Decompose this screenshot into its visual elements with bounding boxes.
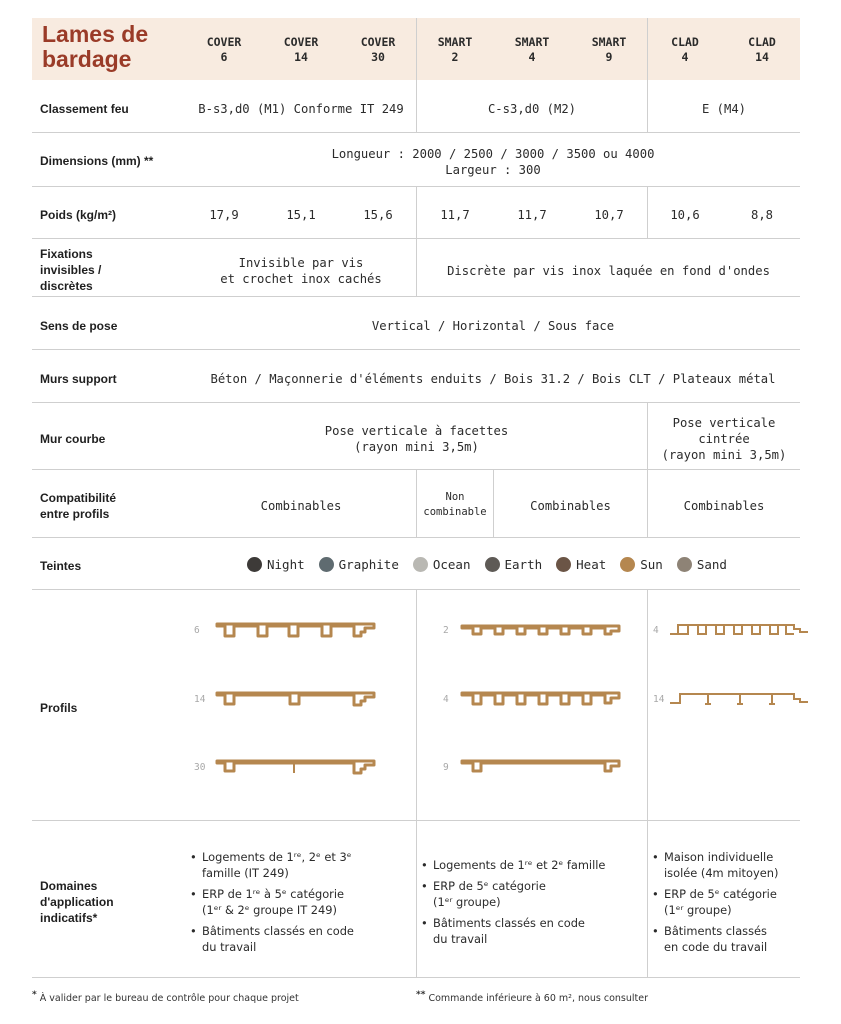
column-divider	[647, 589, 648, 977]
row-label-curved: Mur courbe	[40, 432, 106, 446]
color-dot-icon	[556, 557, 571, 572]
color-swatch-night	[247, 557, 305, 572]
column-smart-9: SMART 9	[591, 35, 627, 64]
domain-text: Logements de 1ʳᵉ, 2ᵉ et 3ᵉ famille (IT 249)	[202, 850, 352, 880]
footnote-one-text: À valider par le bureau de contrôle pour chaque projet	[39, 993, 299, 1005]
row-label-direction: Sens de pose	[40, 319, 118, 333]
compat-clad: Combinables	[683, 499, 765, 513]
row-label-compat: Compatibilité entre profils	[40, 491, 117, 521]
footnote-one-mark: *	[32, 990, 37, 1000]
domain-item	[190, 849, 412, 881]
bullet-icon: •	[421, 858, 428, 872]
weight-clad-4: 10,6	[670, 208, 700, 222]
weight-smart-9: 10,7	[594, 208, 624, 222]
domain-item	[652, 886, 802, 918]
bullet-icon: •	[652, 887, 659, 901]
color-name: Heat	[576, 557, 607, 572]
row-label-domains: Domaines d'application indicatifs*	[40, 879, 114, 925]
bullet-icon: •	[190, 850, 197, 864]
domain-text: Bâtiments classés en code du travail	[433, 916, 585, 946]
weight-cover-30: 15,6	[363, 208, 393, 222]
domain-item	[421, 915, 645, 947]
color-dot-icon	[677, 557, 692, 572]
column-cover-30: COVER 30	[360, 35, 396, 64]
row-label-colors: Teintes	[40, 559, 82, 573]
profile-label-smart-9: 9	[443, 762, 449, 773]
color-swatch-heat	[556, 557, 606, 572]
column-cover-14: COVER 14	[283, 35, 319, 64]
row-divider	[32, 349, 800, 350]
column-smart-2: SMART 2	[437, 35, 473, 64]
column-divider	[416, 589, 417, 977]
domains-smart-list	[421, 857, 645, 952]
column-cover-6: COVER 6	[206, 35, 242, 64]
domain-item	[190, 886, 412, 918]
color-name: Earth	[504, 557, 543, 572]
color-swatch-sun	[620, 557, 663, 572]
row-label-fixing: Fixations invisibles / discrètes	[40, 247, 102, 293]
domain-text: ERP de 5ᵉ catégorie (1ᵉʳ groupe)	[664, 887, 777, 917]
domain-item	[421, 857, 645, 873]
bullet-icon: •	[652, 850, 659, 864]
direction-value: Vertical / Horizontal / Sous face	[371, 319, 615, 333]
row-label-fire: Classement feu	[40, 102, 129, 116]
row-label-profiles: Profils	[40, 701, 78, 715]
domains-clad-list	[652, 849, 802, 960]
profile-drawing-clad-14	[668, 687, 810, 713]
domain-text: Bâtiments classés en code du travail	[664, 924, 768, 954]
domain-item	[190, 923, 412, 955]
bullet-icon: •	[421, 916, 428, 930]
color-swatch-sand	[677, 557, 727, 572]
color-dot-icon	[247, 557, 262, 572]
color-swatch-earth	[485, 557, 543, 572]
curved-clad: Pose verticale cintrée (rayon mini 3,5m)	[661, 416, 787, 462]
footnote-one	[32, 990, 299, 1004]
bullet-icon: •	[190, 887, 197, 901]
color-name: Sand	[696, 557, 727, 572]
domain-text: Bâtiments classés en code du travail	[202, 924, 354, 954]
color-dot-icon	[413, 557, 428, 572]
fire-clad: E (M4)	[701, 102, 747, 116]
row-label-dimensions: Dimensions (mm) **	[40, 154, 154, 168]
domain-text: ERP de 1ʳᵉ à 5ᵉ catégorie (1ᵉʳ & 2ᵉ groupe IT 249)	[202, 887, 345, 917]
domain-text: ERP de 5ᵉ catégorie (1ᵉʳ groupe)	[433, 879, 546, 909]
profile-label-smart-2: 2	[443, 625, 449, 636]
profile-drawing-smart-4	[459, 687, 624, 713]
weight-cover-14: 15,1	[286, 208, 316, 222]
weight-smart-4: 11,7	[517, 208, 547, 222]
row-divider	[32, 296, 800, 297]
profile-label-cover-6: 6	[194, 625, 200, 636]
profile-label-cover-30: 30	[194, 762, 206, 773]
profile-label-clad-14: 14	[653, 694, 665, 705]
bullet-icon: •	[652, 924, 659, 938]
color-swatch-graphite	[319, 557, 399, 572]
profile-drawing-cover-30	[214, 755, 379, 781]
fixing-smart-clad: Discrète par vis inox laquée en fond d'ondes	[447, 264, 770, 278]
fixing-cover: Invisible par vis et crochet inox cachés	[220, 256, 382, 286]
row-label-weight: Poids (kg/m²)	[40, 208, 117, 222]
footnote-two-mark: **	[416, 990, 426, 1000]
profile-label-clad-4: 4	[653, 625, 659, 636]
compat-cover: Combinables	[260, 499, 342, 513]
profile-drawing-clad-4	[668, 618, 810, 644]
color-name: Graphite	[338, 557, 399, 572]
domain-item	[421, 878, 645, 910]
weight-clad-14: 8,8	[750, 208, 773, 222]
row-divider	[32, 977, 800, 978]
color-swatch-list	[247, 557, 741, 572]
fire-cover: B-s3,d0 (M1) Conforme IT 249	[198, 102, 404, 116]
color-name: Sun	[640, 557, 663, 572]
profile-drawing-cover-6	[214, 618, 379, 644]
walls-value: Béton / Maçonnerie d'éléments enduits / Bois 31.2 / Bois CLT / Plateaux métal	[210, 372, 776, 386]
row-divider	[32, 402, 800, 403]
domain-text: Logements de 1ʳᵉ et 2ᵉ famille	[433, 858, 606, 872]
compat-smart-2: Non combinable	[423, 491, 487, 518]
color-dot-icon	[485, 557, 500, 572]
color-name: Night	[267, 557, 305, 572]
footnote-two-text: Commande inférieure à 60 m², nous consulter	[428, 993, 648, 1005]
bullet-icon: •	[190, 924, 197, 938]
compat-smart: Combinables	[530, 499, 611, 513]
color-swatch-ocean	[413, 557, 471, 572]
profile-drawing-cover-14	[214, 687, 379, 713]
row-divider	[32, 537, 800, 538]
row-label-walls: Murs support	[40, 372, 117, 386]
domain-text: Maison individuelle isolée (4m mitoyen)	[664, 850, 779, 880]
curved-cover-smart: Pose verticale à facettes (rayon mini 3,5m)	[324, 424, 509, 454]
column-clad-14: CLAD 14	[748, 35, 776, 64]
bullet-icon: •	[421, 879, 428, 893]
footnote-two	[416, 990, 648, 1004]
column-clad-4: CLAD 4	[671, 35, 699, 64]
fire-smart: C-s3,d0 (M2)	[487, 102, 577, 116]
domain-item	[652, 849, 802, 881]
row-divider	[32, 132, 800, 133]
profile-drawing-smart-2	[459, 618, 624, 644]
domains-cover-list	[190, 849, 412, 960]
weight-smart-2: 11,7	[440, 208, 470, 222]
profile-drawing-smart-9	[459, 755, 624, 781]
profile-label-smart-4: 4	[443, 694, 449, 705]
profile-label-cover-14: 14	[194, 694, 206, 705]
dimensions-value: Longueur : 2000 / 2500 / 3000 / 3500 ou 4000 Largeur : 300	[331, 147, 655, 177]
weight-cover-6: 17,9	[209, 208, 239, 222]
page-title: Lames de bardage	[42, 21, 149, 72]
domain-item	[652, 923, 802, 955]
color-name: Ocean	[432, 557, 471, 572]
color-dot-icon	[319, 557, 334, 572]
color-dot-icon	[620, 557, 635, 572]
column-smart-4: SMART 4	[514, 35, 550, 64]
